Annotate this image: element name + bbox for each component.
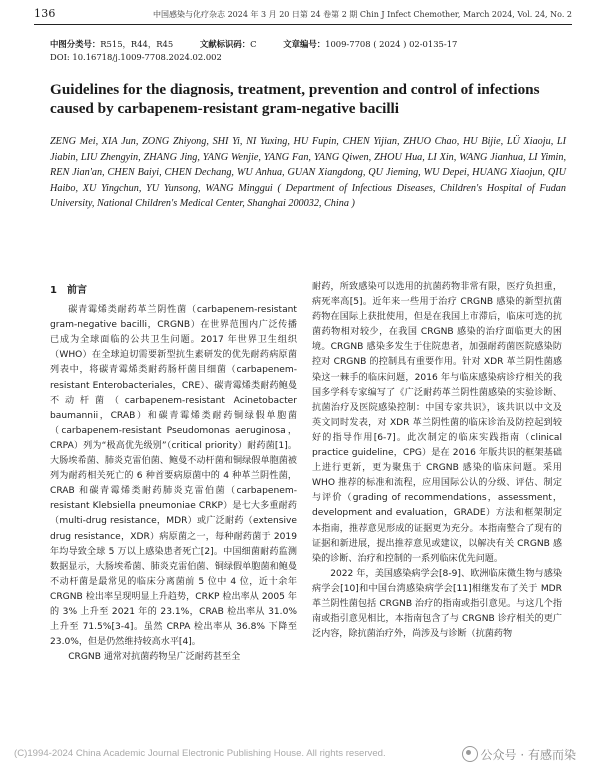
running-header xyxy=(0,0,590,26)
journal-citation-line: 中国感染与化疗杂志 2024 年 3 月 20 日第 24 卷第 2 期 Chin J Infect Chemother, March 2024, Vol. 24, No. 2 xyxy=(153,10,572,19)
copyright-notice: (C)1994-2024 China Academic Journal Electronic Publishing House. All rights reserved. xyxy=(14,748,386,759)
article-number: 文章编号：1009-7708 ( 2024 ) 02-0135-17 xyxy=(283,39,458,49)
document-code: 文献标识码：C xyxy=(199,39,257,49)
section-heading: 1 前言 xyxy=(50,285,87,296)
clc-number: 中图分类号：R515，R44，R45 xyxy=(50,39,174,49)
account-watermark xyxy=(458,744,580,765)
watermark-text: 公众号 · 有感而染 xyxy=(480,748,576,762)
body-paragraph: 2022 年，美国感染病学会[8-9]、欧洲临床微生物与感染病学会[10]和中国台湾感染病学会[11]相继发布了关于 MDR 革兰阴性菌包括 CRGNB 治疗的指南或指引意见。与这几个指南或指引意见相比，本指南包含了与 CRGNB 诊疗相关的更广泛内容，除抗菌治疗外，尚涉及与诊断（抗菌药物 xyxy=(312,568,562,640)
body-paragraph: 耐药，所致感染可以选用的抗菌药物非常有限，医疗负担重，病死率高[5]。近年来一些用于治疗 CRGNB 感染的新型抗菌药物在国际上获批使用，但是在我国上市滞后，临床可选的抗菌药物相对较少，在我国 CRGNB 感染的治疗面临更大的困境。CRGNB 感染多发生于住院患者，加强耐药菌医院感染防控对 CRGNB 的控制具有重要作用。针对 XDR 革兰阴性菌感染这一棘手的临床问题，2016 年与临床感染病诊疗相关的我国多学科专家编写了《广泛耐药革兰阴性菌感染的实验诊断、抗菌治疗及医院感染控制：中国专家共识》，该共识以中文及英文同时发表，对 XDR 革兰阴性菌的临床诊治及防控起到较好的指导作用[6-7]。此次制定的临床实践指南（clinical practice guideline，CPG）是在 2016 年版共识的框架基础上进行更新，更为聚焦于 CRGNB 感染的临床问题。采用 WHO 推荐的标准和流程，应用国际公认的分级、评估、制定与评价（grading of recommendations，assessment，development and evaluation，GRADE）方法和框架制定本指南，推荐意见形成的证据更为充分。本指南整合了现有的证据和新进展，提出推荐意见或建议，以解决有关 CRGNB 感染的诊断、治疗和控制的一系列临床优先问题。 xyxy=(312,282,562,564)
page-number: 136 xyxy=(34,7,56,20)
article-metadata xyxy=(50,38,481,63)
body-paragraph: CRGNB 通常对抗菌药物呈广泛耐药甚至全 xyxy=(68,652,241,663)
article-title: Guidelines for the diagnosis, treatment, prevention and control of infections caused by carbapenem-resistant gram-negative bacilli xyxy=(50,81,540,117)
header-rule xyxy=(34,24,572,25)
right-column xyxy=(312,280,562,642)
page-footer xyxy=(14,744,580,764)
left-column xyxy=(50,283,297,665)
author-list: ZENG Mei, XIA Jun, ZONG Zhiyong, SHI Yi, NI Yuxing, HU Fupin, CHEN Yijian, ZHUO Chao, HU Bijie, LÜ Xiaoju, LI Jiabin, LIU Zhengyin, ZHANG Jing, YANG Wenjie, YANG Fan, YANG Qiwen, ZHOU Hua, LI Xin, WANG Jianhua, LI Yimin, REN Jian'an, CHEN Baiyi, CHEN Dechang, WU Anhua, GUAN Xiangdong, QU Jieming, WU Depei, HUANG Xiaojun, QIU Haibo, XU Yingchun, YU Yunsong, WANG Minggui ( Department of Infectious Diseases, Children's Hospital of Fudan University, National Children's Medical Center, Shanghai 200032, China ) xyxy=(50,136,566,210)
wechat-logo-icon xyxy=(462,746,478,762)
doi: DOI: 10.16718/j.1009-7708.2024.02.002 xyxy=(50,52,222,62)
body-paragraph: 碳青霉烯类耐药革兰阴性菌（carbapenem-resistant gram-negative bacilli，CRGNB）在世界范围内广泛传播已成为全球面临的公共卫生问题。2017 年世界卫生组织（WHO）在全球迫切需要新型抗生素研发的优先耐药病原菌列表中，将碳青霉烯类耐药肠杆菌目细菌（carbapenem-resistant Enterobacteriales，CRE）、碳青霉烯类耐药鲍曼不动杆菌（carbapenem-resistant Acinetobacter baumannii，CRAB）和碳青霉烯类耐药铜绿假单胞菌（carbapenem-resistant Pseudomonas aeruginosa，CRPA）列为“极高优先级别”（critical priority）耐药菌[1]。大肠埃希菌、肺炎克雷伯菌、鲍曼不动杆菌和铜绿假单胞菌被列为耐药相关死亡的 6 种首要病原菌中的 4 种革兰阴性菌，CRAB 和碳青霉烯类耐药肺炎克雷伯菌（carbapenem-resistant Klebsiella pneumoniae CRKP）是七大多重耐药（multi-drug resistance，MDR）或广泛耐药（extensive drug resistance，XDR）病原菌之一，每种耐药菌于 2019 年均导致全球 5 万以上感染患者死亡[2]。中国细菌耐药监测数据显示，大肠埃希菌、肺炎克雷伯菌、铜绿假单胞菌和鲍曼不动杆菌是最常见的临床分离菌前 5 位中 4 位，近十余年 CRGNB 检出率呈现明显上升趋势，CRKP 检出率从 2005 年的 3% 上升至 2021 年的 23.1%，CRAB 检出率从 31.0% 上升至 71.5%[3-4]。虽然 CRPA 检出率从 36.8% 下降至 23.0%，但是仍然维持较高水平[4]。 xyxy=(50,305,297,648)
